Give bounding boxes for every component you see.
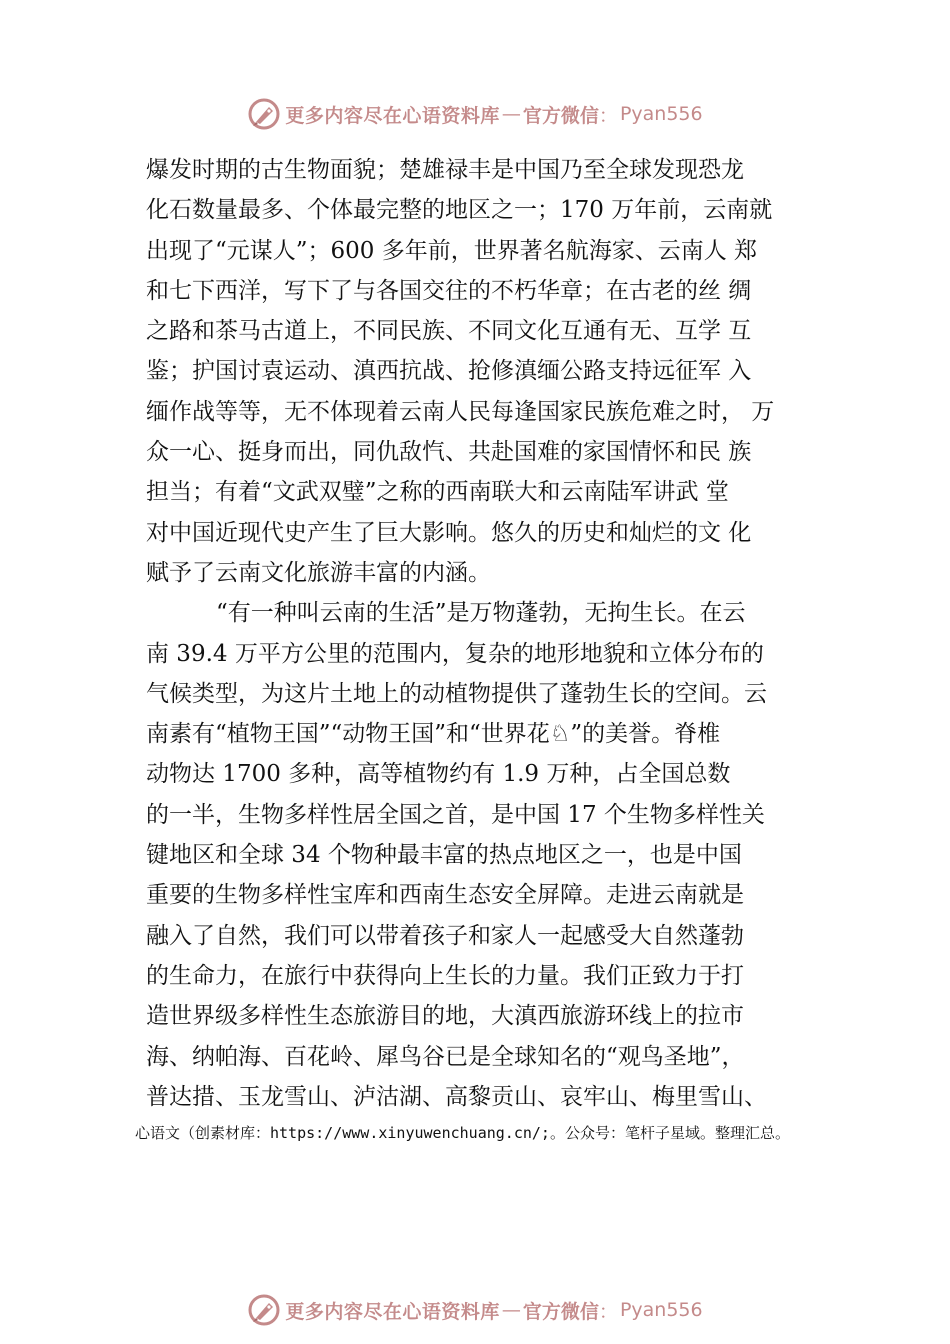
banner-text: 更多内容尽在心语资料库 (285, 104, 500, 127)
banner-colon: ： (598, 1300, 618, 1323)
text-line: 的一半，生物多样性居全国之首，是中国 17 个生物多样性关 (146, 801, 765, 828)
text-line: 爆发时期的古生物面貌；楚雄禄丰是中国乃至全球发现恐龙 (146, 157, 744, 183)
banner-handle: Pyan556 (619, 1299, 703, 1321)
text-line: 融入了自然，我们可以带着孩子和家人一起感受大自然蓬勃 (146, 922, 744, 949)
text-line: 化石数量最多、个体最完整的地区之一；170 万年前，云南就 (146, 197, 773, 224)
text-line: 气候类型，为这片土地上的动植物提供了蓬勃生长的空间。云 (146, 680, 767, 707)
banner-separator: — (501, 103, 521, 125)
text-line: 缅作战等等，无不体现着云南人民每逢国家民族危难之时， 万 (146, 398, 775, 425)
text-line: 普达措、玉龙雪山、泸沽湖、高黎贡山、哀牢山、梅里雪山、 (146, 1083, 767, 1110)
text-line: 南 39.4 万平方公里的范围内，复杂的地形地貌和立体分布的 (146, 640, 764, 667)
banner-handle: Pyan556 (619, 103, 703, 125)
pen-nib-logo-icon (247, 1293, 281, 1327)
text-line: 众一心、挺身而出，同仇敌忾、共赴国难的家国情怀和民 族 (146, 439, 752, 466)
text-line: 造世界级多样性生态旅游目的地，大滇西旅游环线上的拉市 (146, 1003, 744, 1030)
pen-nib-logo-icon (247, 97, 281, 131)
body-text (146, 150, 836, 1117)
text-line: 担当；有着“文武双璧”之称的西南联大和云南陆军讲武 堂 (146, 479, 729, 506)
banner-colon: ： (598, 104, 618, 127)
paragraph-start-line: “有一种叫云南的生活”是万物蓬勃，无拘生长。在云 (216, 600, 746, 627)
banner-separator: — (501, 1299, 521, 1321)
header-banner-bottom (0, 1290, 950, 1330)
text-line: 赋予了云南文化旅游丰富的内涵。 (146, 559, 491, 586)
text-line: 海、纳帕海、百花岭、犀鸟谷已是全球知名的“观鸟圣地”， (146, 1043, 745, 1070)
header-banner-top (0, 94, 950, 134)
text-line: 键地区和全球 34 个物种最丰富的热点地区之一，也是中国 (146, 842, 742, 869)
text-line: 对中国近现代史产生了巨大影响。悠久的历史和灿烂的文 化 (146, 519, 752, 546)
text-line: 和七下西洋，写下了与各国交往的不朽华章；在古老的丝 绸 (146, 277, 752, 304)
banner-text: 更多内容尽在心语资料库 (285, 1300, 500, 1323)
banner-label: 官方微信 (522, 1300, 599, 1323)
text-line: 之路和茶马古道上，不同民族、不同文化互通有无、互学 互 (146, 318, 752, 345)
text-line: 动物达 1700 多种，高等植物约有 1.9 万种，占全国总数 (146, 761, 731, 788)
text-line: 重要的生物多样性宝库和西南生态安全屏障。走进云南就是 (146, 882, 744, 909)
text-line: 的生命力，在旅行中获得向上生长的力量。我们正致力于打 (146, 962, 744, 989)
text-line: 出现了“元谋人”；600 多年前，世界著名航海家、云南人 郑 (146, 237, 758, 264)
footer-note: 心语文（创素材库：https://www.xinyuwenchuang.cn/;。公众号：笔杆子星域。整理汇总。 (135, 1124, 790, 1142)
text-line: 南素有“植物王国”“动物王国”和“世界花♘”的美誉。脊椎 (146, 721, 721, 748)
banner-label: 官方微信 (522, 104, 599, 127)
text-line: 鉴；护国讨袁运动、滇西抗战、抢修滇缅公路支持远征军 入 (146, 358, 752, 385)
